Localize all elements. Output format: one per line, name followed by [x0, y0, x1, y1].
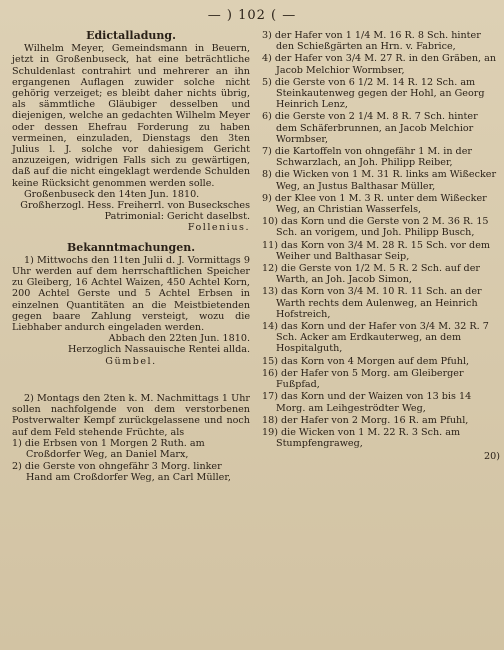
- list-item: 2) die Gerste von ohngefähr 3 Morg. linker Hand am Croßdorfer Weg, an Carl Müller,: [12, 461, 231, 484]
- list-item: 14) das Korn und der Hafer von 3/4 M. 32 R. 7 Sch. Acker am Erdkauterweg, an dem Hospitalguth,: [262, 321, 489, 355]
- list-item: 7) die Kartoffeln von ohngefähr 1 M. in der Schwarzlach, an Joh. Philipp Reiber,: [262, 146, 472, 169]
- list-item: 11) das Korn von 3/4 M. 28 R. 15 Sch. vor dem Weiher und Balthasar Seip,: [262, 239, 490, 262]
- right-column: [262, 30, 500, 463]
- list-item: 13) das Korn von 3/4 M. 10 R. 11 Sch. an der Warth rechts dem Aulenweg, an Heinrich Hofstreich,: [262, 286, 482, 320]
- announcement-1-signature-name: Gümbel.: [105, 355, 157, 367]
- page-number-header: — ) 102 ( —: [207, 8, 297, 23]
- section-title-edictalladung: Edictalladung.: [86, 29, 176, 42]
- announcement-1-place-date: Abbach den 22ten Jun. 1810.: [108, 333, 250, 345]
- list-item: 4) der Hafer von 3/4 M. 27 R. in den Gräben, an Jacob Melchior Wormbser,: [262, 53, 497, 76]
- list-item: 16) der Hafer von 5 Morg. am Gleiberger Fußpfad,: [262, 367, 464, 391]
- edict-place-date: Großenbuseck den 14ten Jun. 1810.: [24, 188, 200, 200]
- list-item: 5) die Gerste von 6 1/2 M. 14 R. 12 Sch. am Steinkautenweg gegen der Hohl, an Georg Heinrich Lenz,: [262, 76, 485, 111]
- list-item: 8) die Wicken von 1 M. 31 R. links am Wißecker Weg, an Justus Balthasar Müller,: [262, 169, 497, 192]
- list-item: 6) die Gerste von 2 1/4 M. 8 R. 7 Sch. hinter dem Schäferbrunnen, an Jacob Melchior Wormbser,: [262, 111, 478, 145]
- list-item: 17) das Korn und der Waizen von 13 bis 14 Morg. am Leihgeströdter Weg,: [262, 391, 472, 414]
- announcement-2-paragraph: 2) Montags den 2ten k. M. Nachmittags 1 Uhr sollen nachfolgende von dem verstorbenen Postverwalter Kempf zurückgelassene und noch auf dem Feld stehende Früchte, als: [12, 392, 250, 438]
- list-item: 15) das Korn von 4 Morgen auf dem Pfuhl,: [262, 355, 470, 367]
- list-item: 9) der Klee von 1 M. 3 R. unter dem Wißecker Weg, an Christian Wasserfels,: [262, 192, 487, 216]
- list-item: 12) die Gerste von 1/2 M. 5 R. 2 Sch. auf der Warth, an Joh. Jacob Simon,: [262, 263, 480, 286]
- list-item: 18) der Hafer von 2 Morg. 16 R. am Pfuhl,: [262, 414, 469, 426]
- spacer: [12, 367, 250, 393]
- list-item: 3) der Hafer von 1 1/4 M. 16 R. 8 Sch. hinter den Schießgärten an Hrn. v. Fabrice,: [262, 30, 481, 53]
- list-item: 10) das Korn und die Gerste von 2 M. 36 R. 15 Sch. an vorigem, und Joh. Philipp Busch,: [262, 216, 489, 239]
- announcement-1-paragraph: 1) Mittwochs den 11ten Julii d. J. Vormittags 9 Uhr werden auf dem herrschaftlichen Speicher zu Gleiberg, 16 Achtel Waizen, 450 Achtel Korn, 200 Achtel Gerste und 5 Achtel Erbsen in einzelnen Quantitäten an die Meistbietenden gegen baare Zahlung versteigt, wozu die Liebhaber andurch eingeladen werden.: [12, 254, 250, 334]
- catchword: 20): [484, 451, 500, 463]
- left-column: [12, 30, 250, 485]
- list-item: 19) die Wicken von 1 M. 22 R. 3 Sch. am Stumpfengraweg,: [262, 426, 461, 450]
- edict-signature-court: Großherzogl. Hess. Freiherrl. von Busecksches Patrimonial: Gericht daselbst.: [20, 200, 250, 223]
- edict-paragraph: Wilhelm Meyer, Gemeindsmann in Beuern, jetzt in Großenbuseck, hat eine beträchtliche Schuldenlast contrahirt und mehrerer an ihn ergangenen Auflagen zuwider solche nicht gehörig verzeiget; es bleibt daher nichts übrig, als sämmtliche Gläubiger desselben und diejenigen, welche an gedachten Wilhelm Meyer oder dessen Ehefrau Forderung zu haben vermeinen, einzuladen, Dienstags den 3ten Julius l. J. solche vor dahiesigem Gericht anzuzeigen, widrigen Falls sich zu gewärtigen, daß auf die nicht eingeklagt werdende Schulden keine Rücksicht genommen werden solle.: [12, 43, 250, 189]
- list-item: 1) die Erbsen von 1 Morgen 2 Ruth. am Croßdorfer Weg, an Daniel Marx,: [12, 437, 205, 460]
- announcement-1-signature-office: Herzoglich Nassauische Rentei allda.: [68, 344, 250, 356]
- edict-signature-name: Follenius.: [187, 222, 250, 234]
- section-title-bekanntmachungen: Bekanntmachungen.: [66, 240, 196, 254]
